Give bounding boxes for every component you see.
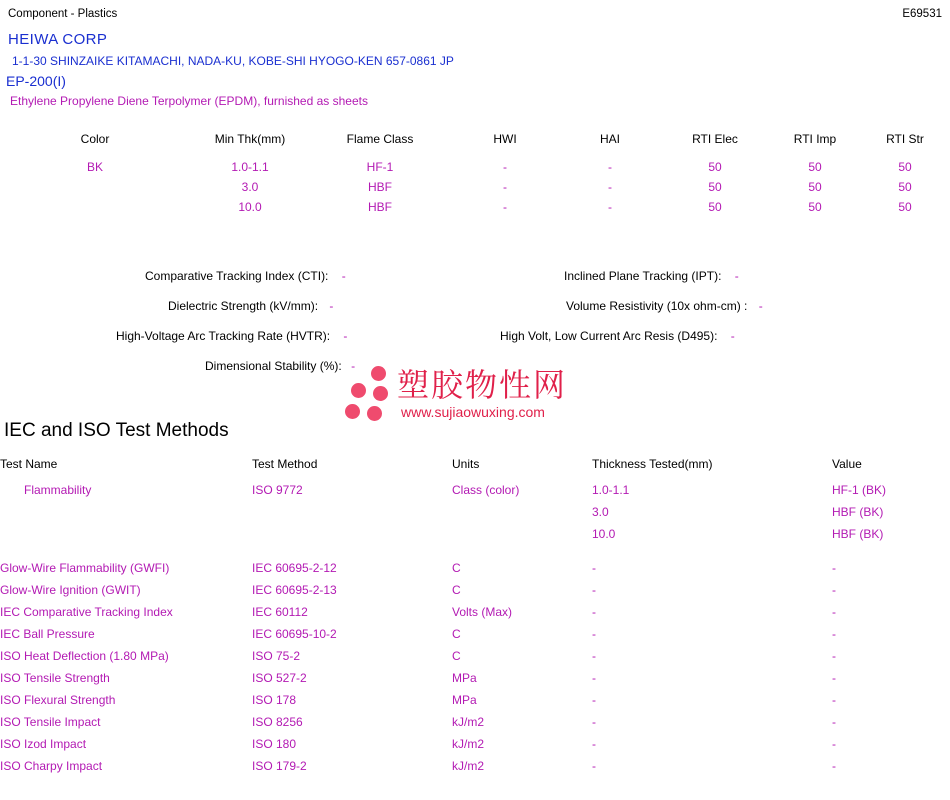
table-row (0, 200, 950, 220)
property-cti (145, 269, 346, 283)
property-ipt (564, 269, 739, 283)
cell-test-method: ISO 9772 (252, 483, 303, 497)
cell-value: HBF (BK) (832, 527, 884, 541)
cell-thickness: - (592, 649, 596, 663)
col-test-method: Test Method (252, 457, 318, 471)
cell-test-method: ISO 527-2 (252, 671, 307, 685)
property-hvtr-value: - (343, 329, 348, 343)
cell-units: Class (color) (452, 483, 520, 497)
cell-flame-class: HBF (368, 180, 392, 194)
table-row (0, 605, 950, 627)
col-value: Value (832, 457, 862, 471)
cell-test-method: ISO 180 (252, 737, 297, 751)
cell-units: Volts (Max) (452, 605, 513, 619)
table-row (0, 527, 950, 549)
cell-value: HF-1 (BK) (832, 483, 886, 497)
cell-hai: - (608, 160, 612, 174)
cell-hwi: - (503, 200, 507, 214)
table-row (0, 693, 950, 715)
cell-value: - (832, 561, 836, 575)
cell-value: HBF (BK) (832, 505, 884, 519)
property-d495 (500, 329, 735, 343)
property-cti-label: Comparative Tracking Index (CTI): (145, 269, 329, 283)
property-d495-value: - (730, 329, 735, 343)
table-row (0, 715, 950, 737)
watermark-chinese-text: 塑胶物性网 (397, 366, 568, 404)
table-row (0, 180, 950, 200)
cell-rti-elec: 50 (708, 160, 722, 174)
cell-rti-str: 50 (898, 200, 912, 214)
cell-test-method: ISO 178 (252, 693, 297, 707)
cell-test-method (252, 505, 452, 527)
table-row (0, 759, 950, 781)
cell-test-name: Flammability (24, 483, 92, 497)
cell-value: - (832, 759, 836, 773)
property-dielectric-strength-value: - (329, 299, 334, 313)
cell-hai: - (608, 200, 612, 214)
cell-thickness: - (592, 627, 596, 641)
table-row (0, 671, 950, 693)
cell-units: C (452, 627, 461, 641)
cell-test-method: IEC 60695-2-13 (252, 583, 337, 597)
col-hai: HAI (599, 132, 620, 146)
col-color: Color (80, 132, 110, 146)
cell-test-name (0, 505, 252, 527)
cell-test-method: IEC 60695-10-2 (252, 627, 337, 641)
cell-units (452, 505, 592, 527)
cell-color: BK (86, 160, 103, 174)
cell-units: C (452, 649, 461, 663)
cell-units: kJ/m2 (452, 759, 485, 773)
test-methods-table (0, 457, 950, 781)
col-rti-str: RTI Str (886, 132, 924, 146)
property-hvtr (116, 329, 347, 343)
cell-test-method: ISO 179-2 (252, 759, 307, 773)
document-header (8, 8, 942, 20)
cell-rti-elec: 50 (708, 180, 722, 194)
ratings-table-header-row (0, 132, 950, 160)
cell-value: - (832, 649, 836, 663)
cell-test-name: Glow-Wire Flammability (GWFI) (0, 561, 170, 575)
cell-min-thk: 10.0 (238, 200, 262, 214)
cell-hwi: - (503, 160, 507, 174)
col-rti-elec: RTI Elec (692, 132, 738, 146)
table-row (0, 627, 950, 649)
property-dimensional-stability-value: - (351, 359, 356, 373)
col-rti-imp: RTI Imp (793, 132, 837, 146)
property-ipt-value: - (734, 269, 739, 283)
cell-test-name: ISO Izod Impact (0, 737, 87, 751)
cell-rti-str: 50 (898, 160, 912, 174)
cell-test-method: ISO 8256 (252, 715, 303, 729)
property-dimensional-stability (205, 359, 355, 373)
cell-min-thk: 1.0-1.1 (231, 160, 269, 174)
test-methods-header-row (0, 457, 950, 483)
cell-units: MPa (452, 671, 477, 685)
cell-value: - (832, 605, 836, 619)
property-volume-resistivity (566, 299, 763, 313)
cell-test-method (252, 527, 452, 549)
property-dielectric-strength-label: Dielectric Strength (kV/mm): (168, 299, 319, 313)
watermark (345, 360, 605, 432)
cell-rti-elec: 50 (708, 200, 722, 214)
cell-test-name: ISO Tensile Strength (0, 671, 110, 685)
cell-value: - (832, 583, 836, 597)
cell-thickness: 3.0 (592, 505, 609, 519)
cell-test-name: ISO Heat Deflection (1.80 MPa) (0, 649, 169, 663)
cell-flame-class: HF-1 (366, 160, 394, 174)
cell-test-name: ISO Charpy Impact (0, 759, 103, 773)
table-row (0, 160, 950, 180)
company-name: HEIWA CORP (8, 31, 108, 48)
col-flame-class: Flame Class (346, 132, 414, 146)
cell-hwi: - (503, 180, 507, 194)
company-address: 1-1-30 SHINZAIKE KITAMACHI, NADA-KU, KOBE-SHI HYOGO-KEN 657-0861 JP (12, 54, 454, 68)
cell-units (452, 527, 592, 549)
table-row (0, 583, 950, 605)
property-ipt-label: Inclined Plane Tracking (IPT): (564, 269, 722, 283)
cell-units: kJ/m2 (452, 715, 485, 729)
cell-test-method: IEC 60695-2-12 (252, 561, 337, 575)
table-row (0, 505, 950, 527)
table-row (0, 549, 950, 583)
cell-thickness: - (592, 759, 596, 773)
property-d495-label: High Volt, Low Current Arc Resis (D495): (500, 329, 718, 343)
watermark-dots-icon (345, 366, 395, 426)
property-dimensional-stability-label: Dimensional Stability (%): (205, 359, 342, 373)
cell-flame-class: HBF (368, 200, 392, 214)
file-number: E69531 (902, 8, 942, 20)
cell-rti-str: 50 (898, 180, 912, 194)
page-title: IEC and ISO Test Methods (4, 420, 229, 441)
cell-test-name: ISO Flexural Strength (0, 693, 116, 707)
col-min-thk: Min Thk(mm) (214, 132, 286, 146)
cell-thickness: - (592, 715, 596, 729)
cell-thickness: 1.0-1.1 (592, 483, 630, 497)
col-units: Units (452, 457, 480, 471)
cell-thickness: - (592, 605, 596, 619)
ratings-table (0, 132, 950, 220)
cell-value: - (832, 627, 836, 641)
cell-color (0, 180, 190, 200)
cell-value: - (832, 715, 836, 729)
property-hvtr-label: High-Voltage Arc Tracking Rate (HVTR): (116, 329, 331, 343)
material-description: Ethylene Propylene Diene Terpolymer (EPDM), furnished as sheets (10, 94, 368, 108)
cell-value: - (832, 671, 836, 685)
cell-test-name: IEC Ball Pressure (0, 627, 95, 641)
cell-rti-imp: 50 (808, 200, 822, 214)
component-category-label: Component - Plastics (8, 8, 118, 20)
property-cti-value: - (341, 269, 346, 283)
cell-thickness: - (592, 561, 596, 575)
property-volume-resistivity-label: Volume Resistivity (10x ohm-cm) : (566, 299, 748, 313)
cell-thickness: 10.0 (592, 527, 616, 541)
col-test-name: Test Name (0, 457, 58, 471)
cell-thickness: - (592, 693, 596, 707)
cell-test-method: IEC 60112 (252, 605, 308, 619)
cell-thickness: - (592, 583, 596, 597)
table-row (0, 737, 950, 759)
cell-test-name: Glow-Wire Ignition (GWIT) (0, 583, 141, 597)
col-thickness-tested: Thickness Tested(mm) (592, 457, 713, 471)
col-hwi: HWI (493, 132, 517, 146)
model-designation: EP-200(I) (6, 73, 66, 89)
cell-test-name: ISO Tensile Impact (0, 715, 101, 729)
cell-rti-imp: 50 (808, 160, 822, 174)
cell-units: kJ/m2 (452, 737, 485, 751)
cell-color (0, 200, 190, 220)
cell-thickness: - (592, 671, 596, 685)
cell-value: - (832, 693, 836, 707)
cell-test-name: IEC Comparative Tracking Index (0, 605, 173, 619)
cell-test-method: ISO 75-2 (252, 649, 301, 663)
cell-units: C (452, 561, 461, 575)
property-dielectric-strength (168, 299, 333, 313)
table-row (0, 483, 950, 505)
cell-rti-imp: 50 (808, 180, 822, 194)
cell-min-thk: 3.0 (241, 180, 259, 194)
cell-hai: - (608, 180, 612, 194)
table-row (0, 649, 950, 671)
cell-units: MPa (452, 693, 477, 707)
property-volume-resistivity-value: - (758, 299, 763, 313)
watermark-url: www.sujiaowuxing.com (401, 404, 545, 420)
cell-value: - (832, 737, 836, 751)
cell-thickness: - (592, 737, 596, 751)
cell-test-name (0, 527, 252, 549)
cell-units: C (452, 583, 461, 597)
